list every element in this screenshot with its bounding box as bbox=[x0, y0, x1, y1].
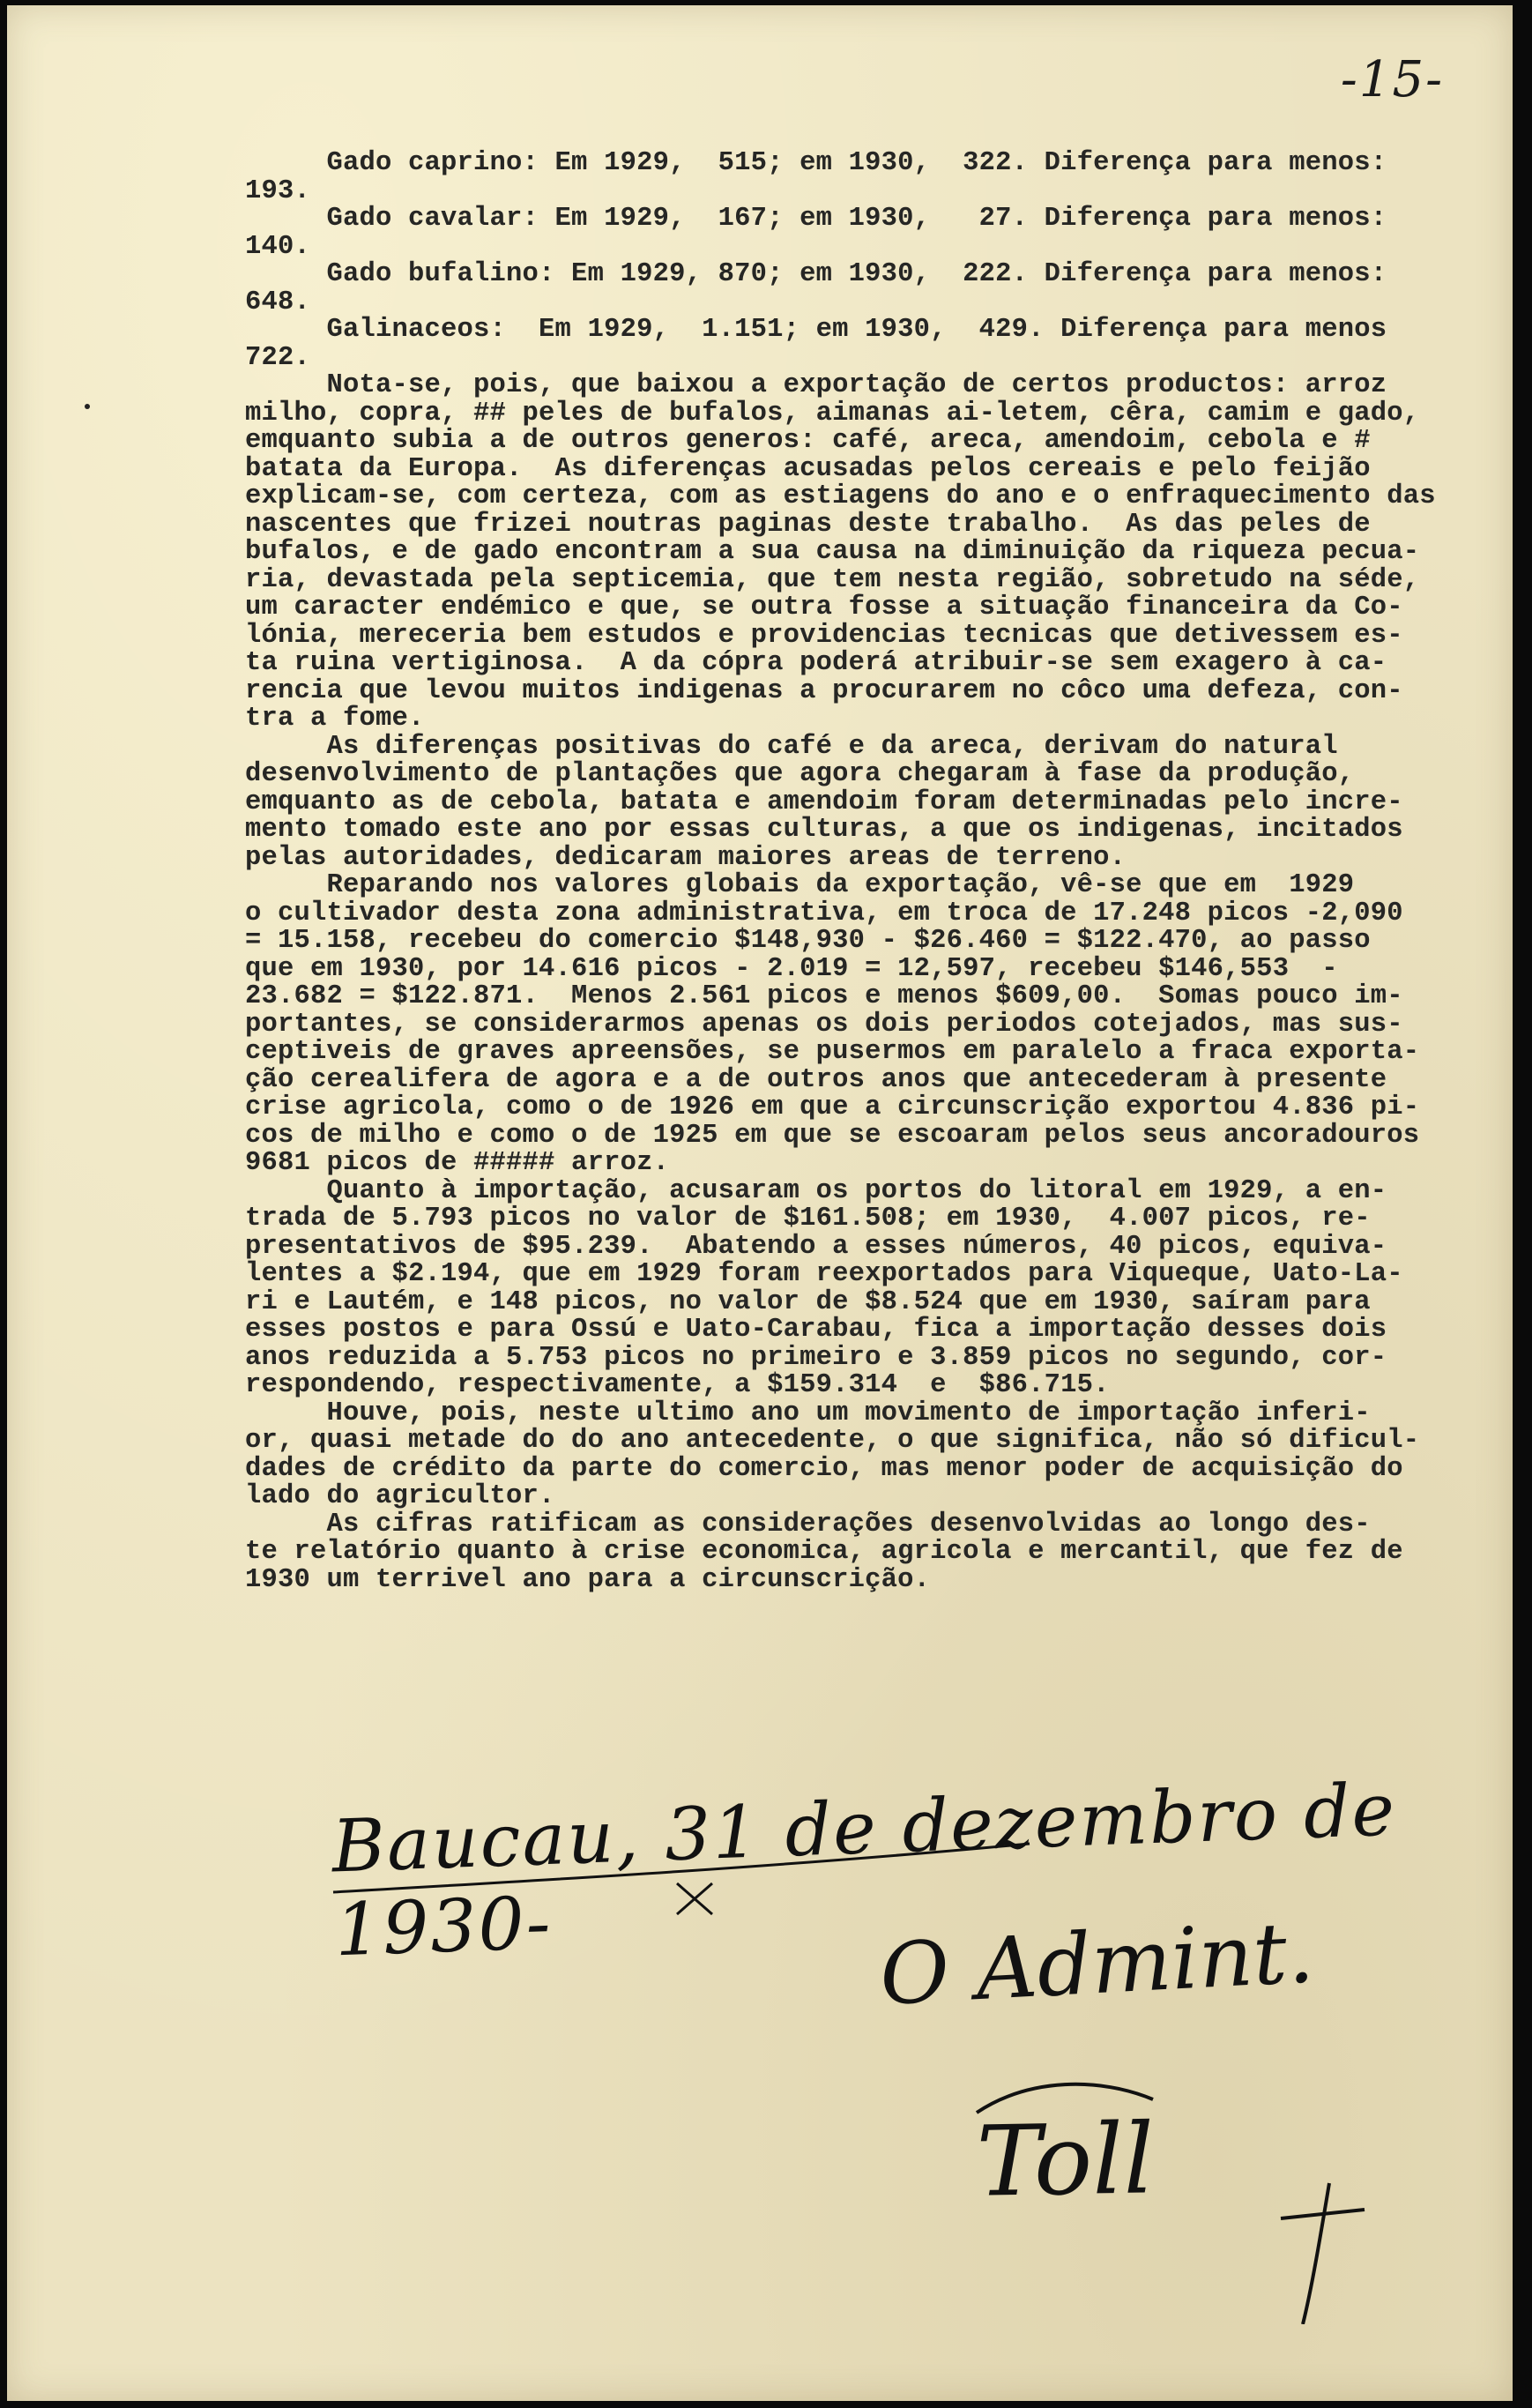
margin-mark bbox=[85, 404, 90, 409]
typed-line: ta ruina vertiginosa. A da cópra poderá atribuir-se sem exagero à ca- bbox=[245, 648, 1387, 678]
signature-name: Toll bbox=[975, 2102, 1156, 2218]
typed-line: rencia que levou muitos indigenas a procurarem no côco uma defeza, con- bbox=[245, 675, 1403, 706]
typed-line: desenvolvimento de plantações que agora chegaram à fase da produção, bbox=[245, 759, 1355, 789]
typed-line: o cultivador desta zona administrativa, em troca de 17.248 picos -2,090 bbox=[245, 898, 1403, 928]
typed-line: bufalos, e de gado encontram a sua causa na diminuição da riqueza pecua- bbox=[245, 537, 1420, 567]
typed-line: presentativos de $95.239. Abatendo a esses números, 40 picos, equiva- bbox=[245, 1231, 1387, 1262]
signature-place-date: Baucau, 31 de dezembro de 1930- bbox=[331, 1768, 1398, 1973]
typed-line: um caracter endémico e que, se outra fosse a situação financeira da Co- bbox=[245, 593, 1403, 623]
typed-line: As cifras ratificam as considerações desenvolvidas ao longo des- bbox=[245, 1509, 1371, 1539]
typed-line: Gado cavalar: Em 1929, 167; em 1930, 27. Diferença para menos: bbox=[245, 204, 1387, 234]
typed-line: Reparando nos valores globais da exportação, vê-se que em 1929 bbox=[245, 870, 1355, 900]
typed-line: pelas autoridades, dedicaram maiores areas de terreno. bbox=[245, 842, 1127, 873]
typed-line: explicam-se, com certeza, com as estiagens do ano e o enfraquecimento das bbox=[245, 481, 1436, 511]
typed-line: or, quasi metade do do ano antecedente, o que significa, não só dificul- bbox=[245, 1426, 1420, 1456]
signature-block bbox=[307, 1760, 1417, 2324]
typed-line: Gado caprino: Em 1929, 515; em 1930, 322. Diferença para menos: bbox=[245, 148, 1387, 178]
page-number: -15- bbox=[1340, 51, 1444, 108]
typed-line: anos reduzida a 5.753 picos no primeiro e 3.859 picos no segundo, cor- bbox=[245, 1342, 1387, 1373]
typed-line: = 15.158, recebeu do comercio $148,930 - $26.460 = $122.470, ao passo bbox=[245, 926, 1371, 956]
typed-line: dades de crédito da parte do comercio, mas menor poder de acquisição do bbox=[245, 1453, 1403, 1484]
typed-line: crise agricola, como o de 1926 em que a circunscrição exportou 4.836 pi- bbox=[245, 1092, 1420, 1122]
typed-line: lado do agricultor. bbox=[245, 1481, 555, 1511]
typed-line: ceptiveis de graves apreensões, se pusermos em paralelo a fraca exporta- bbox=[245, 1037, 1420, 1067]
typed-line: Gado bufalino: Em 1929, 870; em 1930, 222. Diferença para menos: bbox=[245, 259, 1387, 289]
typed-line: tra a fome. bbox=[245, 704, 425, 734]
typed-line: que em 1930, por 14.616 picos - 2.019 = 12,597, recebeu $146,553 - bbox=[245, 953, 1338, 984]
typed-line: Houve, pois, neste ultimo ano um movimento de importação inferi- bbox=[245, 1398, 1371, 1428]
typed-line: te relatório quanto à crise economica, agricola e mercantil, que fez de bbox=[245, 1537, 1403, 1567]
typed-line: Galinaceos: Em 1929, 1.151; em 1930, 429. Diferença para menos bbox=[245, 315, 1387, 345]
typed-line: trada de 5.793 picos no valor de $161.508; em 1930, 4.007 picos, re- bbox=[245, 1204, 1371, 1234]
typed-line: batata da Europa. As diferenças acusadas pelos cereais e pelo feijão bbox=[245, 453, 1371, 484]
typed-line: 193. bbox=[245, 175, 311, 206]
typed-line: Quanto à importação, acusaram os portos do litoral em 1929, a en- bbox=[245, 1175, 1387, 1206]
typed-line: lentes a $2.194, que em 1929 foram reexportados para Viqueque, Uato-La- bbox=[245, 1259, 1403, 1289]
typed-line: ção cerealifera de agora e a de outros anos que antecederam à presente bbox=[245, 1064, 1387, 1095]
typed-line: As diferenças positivas do café e da areca, derivam do natural bbox=[245, 731, 1338, 762]
typed-body bbox=[245, 150, 1514, 1594]
typed-line: cos de milho e como o de 1925 em que se escoaram pelos seus ancoradouros bbox=[245, 1120, 1420, 1151]
typed-line: 648. bbox=[245, 287, 311, 317]
typed-line: milho, copra, ## peles de bufalos, aimanas ai-letem, cêra, camim e gado, bbox=[245, 398, 1420, 429]
typed-line: 23.682 = $122.871. Menos 2.561 picos e menos $609,00. Somas pouco im- bbox=[245, 981, 1403, 1011]
typed-line: ri e Lautém, e 148 picos, no valor de $8.524 que em 1930, saíram para bbox=[245, 1286, 1371, 1317]
typed-line: respondendo, respectivamente, a $159.314 e $86.715. bbox=[245, 1370, 1110, 1400]
typed-line: Nota-se, pois, que baixou a exportação de certos productos: arroz bbox=[245, 370, 1387, 400]
typed-line: portantes, se considerarmos apenas os dois periodos cotejados, mas sus- bbox=[245, 1009, 1403, 1040]
typed-line: 722. bbox=[245, 342, 311, 373]
document-page bbox=[7, 5, 1513, 2401]
typed-line: 9681 picos de ##### arroz. bbox=[245, 1148, 670, 1178]
typed-line: mento tomado este ano por essas culturas, a que os indigenas, incitados bbox=[245, 815, 1403, 845]
signature-title: O Admint. bbox=[877, 1903, 1317, 2024]
typed-line: lónia, mereceria bem estudos e providencias tecnicas que detivessem es- bbox=[245, 620, 1403, 651]
typed-line: emquanto as de cebola, batata e amendoim foram determinadas pelo incre- bbox=[245, 787, 1403, 817]
typed-line: ria, devastada pela septicemia, que tem nesta região, sobretudo na séde, bbox=[245, 564, 1420, 595]
typed-line: nascentes que frizei noutras paginas deste trabalho. As das peles de bbox=[245, 509, 1371, 540]
typed-line: 140. bbox=[245, 231, 311, 262]
typed-line: emquanto subia a de outros generos: café, areca, amendoim, cebola e # bbox=[245, 426, 1371, 456]
typed-line: 1930 um terrivel ano para a circunscrição. bbox=[245, 1564, 931, 1595]
typed-line: esses postos e para Ossú e Uato-Carabau, fica a importação desses dois bbox=[245, 1315, 1387, 1345]
